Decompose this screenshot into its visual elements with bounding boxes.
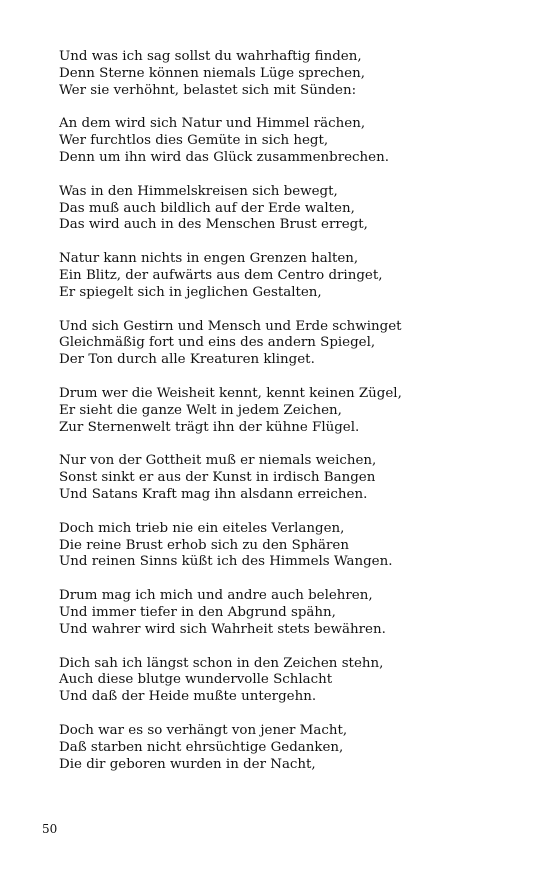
verse-line: Denn Sterne können niemals Lüge sprechen, [59,65,365,81]
verse-line: Das muß auch bildlich auf der Erde walten, [59,200,355,216]
verse-line: Und immer tiefer in den Abgrund spähn, [59,604,336,620]
stanza [59,656,539,706]
verse-line: Sonst sinkt er aus der Kunst in irdisch Bangen [59,470,376,486]
stanza [59,386,539,436]
verse-line: Und daß der Heide mußte untergehn. [59,689,317,705]
verse-line: Drum wer die Weisheit kennt, kennt keinen Zügel, [59,385,402,401]
verse-line: Das wird auch in des Menschen Brust erregt, [59,217,368,233]
verse-line: Natur kann nichts in engen Grenzen halten, [59,251,359,267]
verse-line: Und was ich sag sollst du wahrhaftig finden, [59,49,362,64]
verse-line: Daß starben nicht ehrsüchtige Gedanken, [59,739,344,755]
verse-line: Und sich Gestirn und Mensch und Erde schwinget [59,318,402,334]
poem-body [59,49,539,790]
verse-line: Die dir geboren wurden in der Nacht, [59,756,316,772]
stanza [59,319,539,369]
verse-line: Der Ton durch alle Kreaturen klinget. [59,352,315,368]
stanza [59,453,539,503]
stanza [59,723,539,773]
verse-line: Nur von der Gottheit muß er niemals weichen, [59,453,377,469]
verse-line: Ein Blitz, der aufwärts aus dem Centro dringet, [59,267,383,283]
verse-line: Doch war es so verhängt von jener Macht, [59,722,348,738]
verse-line: Auch diese blutge wundervolle Schlacht [59,672,333,688]
verse-line: Er spiegelt sich in jeglichen Gestalten, [59,284,322,300]
verse-line: An dem wird sich Natur und Himmel rächen, [59,116,366,132]
stanza [59,49,539,99]
stanza [59,251,539,301]
verse-line: Er sieht die ganze Welt in jedem Zeichen, [59,402,342,418]
stanza [59,521,539,571]
verse-line: Und wahrer wird sich Wahrheit stets bewähren. [59,621,386,637]
verse-line: Was in den Himmelskreisen sich bewegt, [59,183,338,199]
stanza [59,588,539,638]
stanza [59,184,539,234]
verse-line: Denn um ihn wird das Glück zusammenbrechen. [59,149,389,165]
verse-line: Die reine Brust erhob sich zu den Sphären [59,537,349,553]
stanza [59,116,539,166]
page-number: 50 [42,822,58,836]
verse-line: Drum mag ich mich und andre auch belehren, [59,588,373,604]
verse-line: Doch mich trieb nie ein eiteles Verlangen, [59,520,345,536]
verse-line: Zur Sternenwelt trägt ihn der kühne Flügel. [59,419,360,435]
verse-line: Und Satans Kraft mag ihn alsdann erreichen. [59,486,368,502]
verse-line: Wer sie verhöhnt, belastet sich mit Sünden: [59,82,357,98]
verse-line: Wer furchtlos dies Gemüte in sich hegt, [59,133,329,149]
verse-line: Dich sah ich längst schon in den Zeichen stehn, [59,655,384,671]
verse-line: Gleichmäßig fort und eins des andern Spiegel, [59,335,376,351]
verse-line: Und reinen Sinns küßt ich des Himmels Wangen. [59,554,393,570]
